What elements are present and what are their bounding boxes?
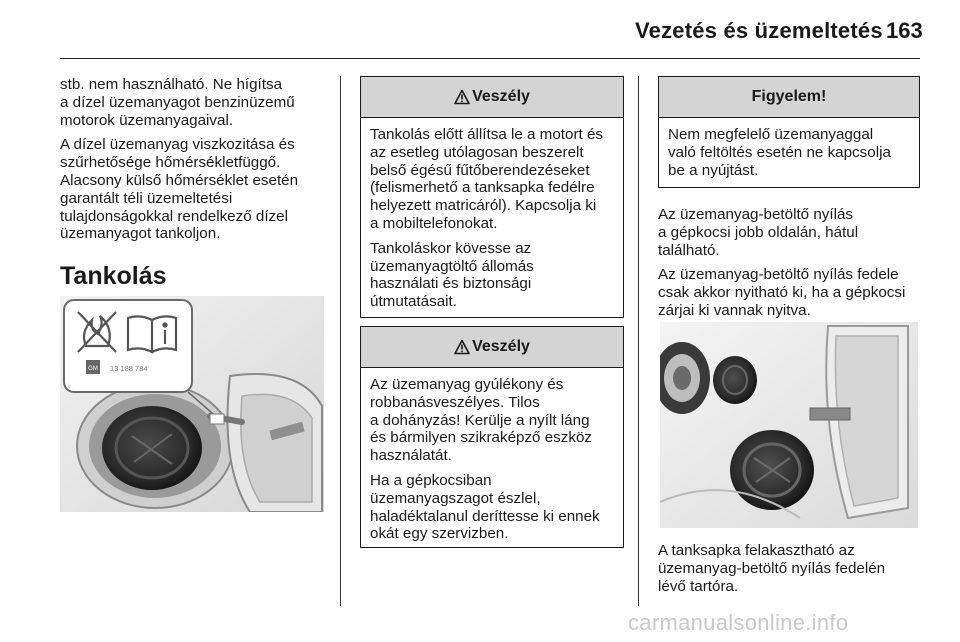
caution-box <box>658 76 920 188</box>
caution-box-title: Figyelem! <box>751 88 827 105</box>
danger-box-1-paragraph-2: Tankoláskor kövesse az üzemanyagtöltő állomás használati és biztonsági útmutatásait. <box>370 239 534 311</box>
danger-box-2 <box>360 326 624 548</box>
right-paragraph-2: Az üzemanyag-betöltő nyílás fedele csak akkor nyitható ki, ha a gépkocsi zárjai ki vannak nyitva. <box>658 266 906 319</box>
column-divider-left <box>340 76 341 606</box>
left-column <box>60 76 332 291</box>
page-number: 163 <box>886 18 923 43</box>
danger-box-1-body <box>361 118 623 324</box>
page-header-title: Vezetés és üzemeltetés <box>635 18 883 43</box>
page-header <box>0 0 960 62</box>
header-rule <box>60 58 920 59</box>
danger-box-2-paragraph-1: Az üzemanyag gyúlékony és robbanásveszélyes. Tilos a dohányzás! Kerülje a nyílt láng és bármilyen szikraképző eszköz használatát. <box>370 376 592 465</box>
left-paragraph-2: A dízel üzemanyag viszkozitása és szűrhetősége hőmérsékletfüggő. Alacsony külső hőmérséklet esetén garantált téli üzemeltetési tulajdonságokkal rendelkező dízel üzemanyagot tankoljon. <box>60 136 299 243</box>
fuel-cap-holder-svg <box>660 322 918 528</box>
right-column-text-bottom <box>658 542 928 602</box>
warning-triangle-icon <box>454 89 470 105</box>
column-divider-right <box>638 76 639 606</box>
danger-box-2-body <box>361 368 623 556</box>
left-paragraph-1: stb. nem használható. Ne hígítsa a dízel üzemanyagot benzinüzemű motorok üzemanyagaival. <box>60 76 295 129</box>
danger-box-1-paragraph-1: Tankolás előtt állítsa le a motort és az esetleg utólagosan beszerelt belső égésű fűtőberendezéseket (felismerhető a tanksapka fedélre helyezett matricáról). Kapcsolja ki a mobiltelefonokat. <box>370 126 603 232</box>
fuel-flap-label-svg <box>60 296 324 512</box>
warning-triangle-icon <box>454 339 470 355</box>
caution-box-body <box>659 118 919 185</box>
fuel-flap-label-illustration <box>60 296 324 512</box>
danger-box-1-header <box>361 77 623 118</box>
right-paragraph-3: A tanksapka felakasztható az üzemanyag-betöltő nyílás fedelén lévő tartóra. <box>658 542 886 595</box>
caution-box-header <box>659 77 919 118</box>
gm-logo-text: GM <box>88 366 98 372</box>
section-heading-tankolas: Tankolás <box>60 262 167 291</box>
danger-box-2-header <box>361 327 623 368</box>
watermark: carmanualsonline.info <box>628 610 849 635</box>
right-paragraph-1: Az üzemanyag-betöltő nyílás a gépkocsi jobb oldalán, hátul található. <box>658 206 859 259</box>
right-column-text <box>658 206 928 327</box>
danger-box-2-paragraph-2: Ha a gépkocsiban üzemanyagszagot észlel, haladéktalanul deríttesse ki ennek okát egy szervizben. <box>370 471 600 543</box>
figure-reference-number: 13 188 784 <box>110 364 148 373</box>
danger-box-1 <box>360 76 624 318</box>
caution-box-paragraph-1: Nem megfelelő üzemanyaggal való feltöltés esetén ne kapcsolja be a nyújtást. <box>668 126 891 179</box>
fuel-cap-holder-illustration <box>660 322 918 528</box>
danger-box-1-title: Veszély <box>472 88 530 105</box>
danger-box-2-title: Veszély <box>472 338 530 355</box>
